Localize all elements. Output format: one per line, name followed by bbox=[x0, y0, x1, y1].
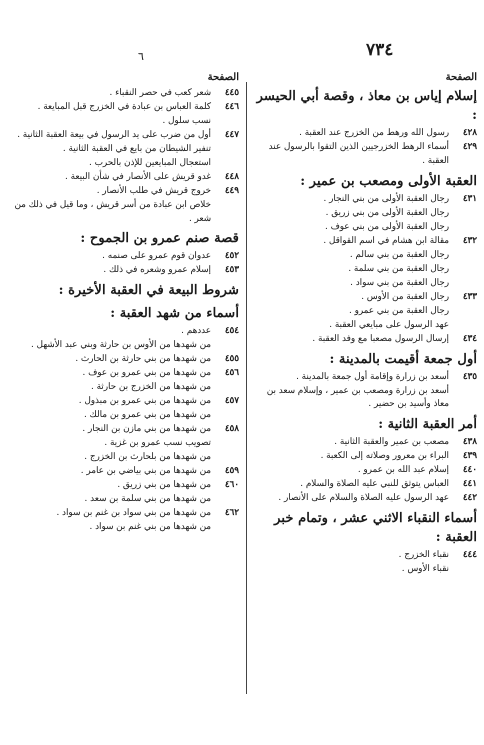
toc-entry bbox=[14, 465, 239, 479]
toc-entry bbox=[252, 478, 477, 492]
page-number: ٤٣١ bbox=[462, 193, 477, 204]
toc-entry bbox=[252, 141, 477, 168]
entry-text: من شهدها من بني سلمة بن سعد . bbox=[84, 493, 211, 504]
page-number: ٤٤١ bbox=[462, 479, 477, 490]
page-number: ٤٣٣ bbox=[462, 291, 477, 302]
entry-text: رجال العقبة من الأوس . bbox=[361, 291, 449, 302]
right-column-header: الصفحة bbox=[445, 72, 477, 83]
toc-entry bbox=[252, 127, 477, 141]
entry-text: من شهدها من الأوس بن حارثة وبني عبد الأشهل . bbox=[30, 339, 211, 350]
toc-entry bbox=[14, 143, 239, 157]
entry-text: مصعب بن عمير والعقبة الثانية . bbox=[334, 437, 449, 448]
page-number: ٤٦٢ bbox=[224, 507, 239, 518]
toc-entry bbox=[14, 250, 239, 264]
page-number: ٤٥٣ bbox=[224, 265, 239, 276]
entry-text: العباس يتوثق للنبي عليه الصلاة والسلام . bbox=[300, 479, 449, 490]
entry-text: من شهدها من بني سواد بن غنم بن سواد . bbox=[56, 507, 211, 518]
page-number: ٤٣٤ bbox=[462, 333, 477, 344]
toc-entry bbox=[252, 207, 477, 221]
toc-entry bbox=[14, 479, 239, 493]
section-heading: أسماء النقباء الاثني عشر ، وتمام خبر العقبة : bbox=[274, 511, 477, 546]
page-number: ٤٦٠ bbox=[224, 479, 239, 490]
entry-text: إسلام عمرو وشعره في ذلك . bbox=[103, 265, 211, 276]
page-number-right: ٧٣٤ bbox=[366, 40, 394, 60]
entry-text: رجال العقبة الأولى من بني عوف . bbox=[325, 221, 449, 232]
entry-text: رجال العقبة من بني سواد . bbox=[350, 277, 449, 288]
entry-text: من شهدها من بني غنم بن سواد . bbox=[89, 521, 211, 532]
entry-text: خلاص ابن عبادة من أسر قريش ، وما قيل في ذلك من شعر . bbox=[14, 200, 211, 224]
entry-text: إرسال الرسول مصعبا مع وفد العقبة . bbox=[312, 333, 449, 344]
page-number-left: ٦ bbox=[138, 50, 144, 63]
toc-entry bbox=[14, 325, 239, 339]
entry-text: رسول الله ورهط من الخزرج عند العقبة . bbox=[299, 128, 449, 139]
section-heading: أمر العقبة الثانية : bbox=[378, 417, 477, 433]
toc-entry bbox=[252, 319, 477, 333]
page-number: ٤٥٢ bbox=[224, 251, 239, 262]
entry-text: عدوان قوم عمرو على صنمه . bbox=[102, 251, 211, 262]
toc-entry bbox=[14, 199, 239, 226]
toc-entry bbox=[14, 381, 239, 395]
page-number: ٤٤٩ bbox=[224, 186, 239, 196]
toc-entry bbox=[252, 549, 477, 563]
toc-entry bbox=[14, 353, 239, 367]
entry-text: أسعد بن زرارة ومصعب بن عمير ، وإسلام سعد بن معاذ وأسيد بن حضير . bbox=[266, 385, 449, 410]
entry-text: من شهدها من بني زريق . bbox=[117, 479, 211, 490]
toc-entry bbox=[252, 249, 477, 263]
entry-text: عددهم . bbox=[181, 325, 211, 336]
toc-entry bbox=[14, 157, 239, 171]
toc-entry bbox=[252, 492, 477, 506]
toc-entry bbox=[14, 101, 239, 115]
page-number: ٤٥٦ bbox=[224, 367, 239, 378]
page-number: ٤٣٥ bbox=[462, 371, 477, 382]
entry-text: أول من ضرب على يد الرسول في بيعة العقبة الثانية . bbox=[17, 130, 211, 140]
right-column bbox=[252, 72, 477, 577]
entry-text: رجال العقبة من بني عمرو . bbox=[348, 305, 449, 316]
entry-text: من شهدها من الخزرج بن حارثة . bbox=[90, 381, 211, 392]
entry-text: شعر كعب في حصر النقباء . bbox=[109, 88, 211, 98]
entry-text: رجال العقبة من بني سالم . bbox=[349, 249, 449, 260]
left-column-header: الصفحة bbox=[207, 72, 239, 83]
entry-text: البراء بن معرور وصلاته إلى الكعبة . bbox=[320, 451, 449, 462]
toc-entry bbox=[252, 277, 477, 291]
section-heading: قصة صنم عمرو بن الجموح : bbox=[80, 231, 239, 247]
entry-text: نقباء الأوس . bbox=[401, 564, 449, 575]
toc-entry bbox=[14, 339, 239, 353]
entry-text: أسماء الرهط الخزرجيين الذين التقوا بالرسول عند العقبة . bbox=[268, 142, 449, 166]
page-number: ٤٣٨ bbox=[462, 437, 477, 448]
page-number: ٤٤٨ bbox=[224, 172, 239, 182]
section-heading: العقبة الأولى ومصعب بن عمير : bbox=[300, 173, 477, 189]
entry-text: من شهدها من بني عمرو بن مالك . bbox=[83, 409, 211, 420]
entry-text: تصويب نسب عمرو بن غزية . bbox=[104, 437, 211, 448]
toc-entry bbox=[14, 367, 239, 381]
entry-text: من شهدها من بني بياضي بن عامر . bbox=[80, 465, 211, 476]
toc-entry bbox=[14, 437, 239, 451]
section-heading: إسلام إياس بن معاذ ، وقصة أبي الحيسر : bbox=[256, 89, 477, 124]
entry-text: كلمة العباس بن عبادة في الخزرج قبل المبايعة . bbox=[37, 102, 211, 112]
toc-entry bbox=[14, 395, 239, 409]
page-number: ٤٤٤ bbox=[462, 550, 477, 561]
toc-entry bbox=[14, 185, 239, 199]
toc-entry bbox=[14, 451, 239, 465]
section-heading: أول جمعة أقيمت بالمدينة : bbox=[329, 351, 477, 367]
page-number: ٤٣٩ bbox=[462, 451, 477, 462]
toc-entry bbox=[14, 115, 239, 129]
entry-text: إسلام عبد الله بن عمرو . bbox=[357, 465, 449, 476]
entry-text: عهد الرسول عليه الصلاة والسلام على الأنصار . bbox=[278, 493, 449, 504]
toc-entry bbox=[14, 423, 239, 437]
toc-entry bbox=[252, 235, 477, 249]
page-number: ٤٣٢ bbox=[462, 235, 477, 246]
toc-entry bbox=[252, 450, 477, 464]
entry-text: مقالة ابن هشام في اسم القواقل . bbox=[323, 235, 449, 246]
toc-entry bbox=[252, 291, 477, 305]
page-number: ٤٥٧ bbox=[224, 395, 239, 406]
toc-entry bbox=[252, 371, 477, 385]
page-number: ٤٤٦ bbox=[224, 102, 239, 112]
toc-entry bbox=[14, 171, 239, 185]
page-number: ٤٤٢ bbox=[462, 493, 477, 504]
toc-entry bbox=[252, 305, 477, 319]
section-heading: أسماء من شهد العقبة : bbox=[110, 305, 239, 321]
entry-text: أسعد بن زرارة وإقامة أول جمعة بالمدينة . bbox=[296, 371, 449, 382]
toc-entry bbox=[252, 221, 477, 235]
page-number: ٤٢٩ bbox=[462, 142, 477, 153]
page-number: ٤٥٨ bbox=[224, 423, 239, 434]
entry-text: غدو قريش على الأنصار في شأن البيعة . bbox=[65, 172, 211, 182]
page-number: ٤٤٥ bbox=[224, 88, 239, 98]
page-number: ٤٢٨ bbox=[462, 128, 477, 139]
toc-entry bbox=[252, 385, 477, 412]
toc-entry bbox=[252, 263, 477, 277]
entry-text: عهد الرسول على مبايعي العقبة . bbox=[329, 319, 449, 330]
column-divider bbox=[246, 82, 247, 694]
entry-text: تنفير الشيطان من بايع في العقبة الثانية . bbox=[62, 144, 211, 154]
entry-text: نقباء الخزرج . bbox=[398, 550, 449, 561]
entry-text: من شهدها من بني حارثة بن الحارث . bbox=[75, 353, 211, 364]
entry-text: استعجال المبايعين للإذن بالحرب . bbox=[89, 158, 211, 168]
entry-text: نسب سلول . bbox=[162, 116, 211, 126]
toc-entry bbox=[14, 87, 239, 101]
toc-entry bbox=[252, 563, 477, 577]
entry-text: رجال العقبة الأولى من بني النجار . bbox=[323, 193, 449, 204]
left-column bbox=[14, 72, 239, 535]
toc-entry bbox=[252, 436, 477, 450]
toc-entry bbox=[252, 333, 477, 347]
entry-text: رجال العقبة من بني سلمة . bbox=[348, 263, 449, 274]
toc-entry bbox=[252, 193, 477, 207]
entry-text: من شهدها من بلحارث بن الخزرج . bbox=[84, 451, 211, 462]
entry-text: من شهدها من بني عمرو بن عوف . bbox=[82, 367, 211, 378]
toc-entry bbox=[14, 507, 239, 521]
toc-entry bbox=[14, 264, 239, 278]
page-number: ٤٥٩ bbox=[224, 465, 239, 476]
page-number: ٤٥٥ bbox=[224, 353, 239, 364]
entry-text: من شهدها من بني عمرو بن مبذول . bbox=[78, 395, 211, 406]
toc-entry bbox=[252, 464, 477, 478]
page-number: ٤٤٠ bbox=[462, 465, 477, 476]
entry-text: رجال العقبة الأولى من بني زريق . bbox=[325, 207, 449, 218]
toc-entry bbox=[14, 521, 239, 535]
page-number: ٤٥٤ bbox=[224, 325, 239, 336]
section-heading: شروط البيعة في العقبة الأخيرة : bbox=[58, 283, 239, 299]
entry-text: خروج قريش في طلب الأنصار . bbox=[96, 186, 211, 196]
toc-entry bbox=[14, 409, 239, 423]
toc-entry bbox=[14, 493, 239, 507]
page-number: ٤٤٧ bbox=[224, 130, 239, 140]
toc-entry bbox=[14, 129, 239, 143]
entry-text: من شهدها من بني مازن بن النجار . bbox=[82, 423, 211, 434]
